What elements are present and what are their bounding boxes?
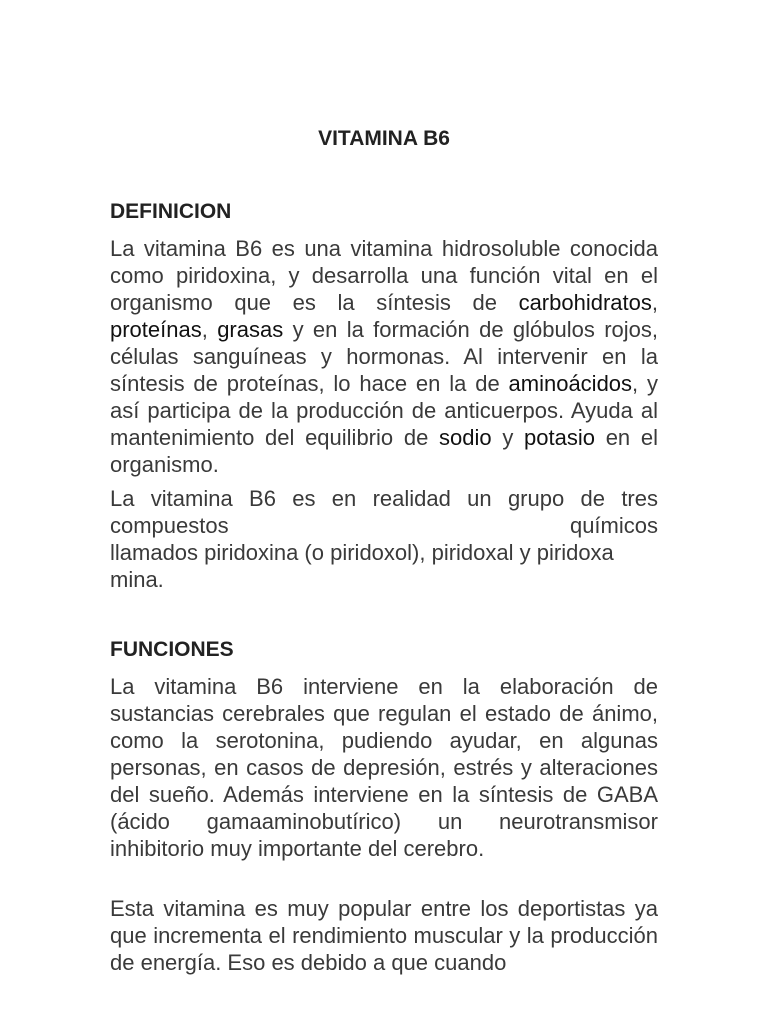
link-aminoacidos[interactable]: aminoácidos bbox=[508, 371, 633, 396]
funciones-paragraph-1: La vitamina B6 interviene en la elaboración de sustancias cerebrales que regulan el estado de ánimo, como la serotonina, pudiendo ayudar, en algunas personas, en casos de depresión, estrés y alteraciones del sueño. Además interviene en la síntesis de GABA (ácido gamaaminobutírico) un neurotransmisor inhibitorio muy importante del cerebro. bbox=[110, 674, 658, 861]
definicion-paragraph-1 bbox=[110, 235, 658, 478]
link-grasas[interactable]: grasas bbox=[217, 317, 284, 342]
link-potasio[interactable]: potasio bbox=[524, 425, 595, 450]
text-run: en el organismo. bbox=[110, 425, 658, 477]
link-sodio[interactable]: sodio bbox=[439, 425, 492, 450]
link-proteinas[interactable]: proteínas bbox=[110, 317, 202, 342]
document-title: VITAMINA B6 bbox=[318, 127, 450, 150]
definicion-paragraph-2 bbox=[110, 485, 658, 593]
text-run: y bbox=[491, 425, 525, 450]
text-run: y en la formación de glóbulos rojos, células sanguíneas y hormonas. Al intervenir en la síntesis de proteínas, lo hace en la de bbox=[110, 317, 658, 396]
funciones-paragraph-2: Esta vitamina es muy popular entre los deportistas ya que incrementa el rendimiento muscular y la producción de energía. Eso es debido a que cuando bbox=[110, 896, 658, 975]
text-run: , bbox=[201, 317, 218, 342]
text-run: , y así participa de la producción de anticuerpos. Ayuda al mantenimiento del equilibrio de bbox=[110, 371, 659, 450]
paragraph-line: La vitamina B6 es en realidad un grupo de tres compuestos químicos bbox=[110, 486, 658, 538]
section-heading-funciones: FUNCIONES bbox=[110, 638, 234, 661]
section-heading-definicion: DEFINICION bbox=[110, 200, 232, 223]
text-run: La vitamina B6 es una vitamina hidrosoluble conocida como piridoxina, y desarrolla una función vital en el organismo que es la síntesis de bbox=[110, 236, 658, 315]
text-run: , bbox=[651, 290, 658, 315]
link-carbohidratos[interactable]: carbohidratos bbox=[518, 290, 652, 315]
paragraph-line: llamados piridoxina (o piridoxol), piridoxal y piridoxa bbox=[110, 540, 614, 565]
paragraph-line: mina. bbox=[110, 567, 164, 592]
